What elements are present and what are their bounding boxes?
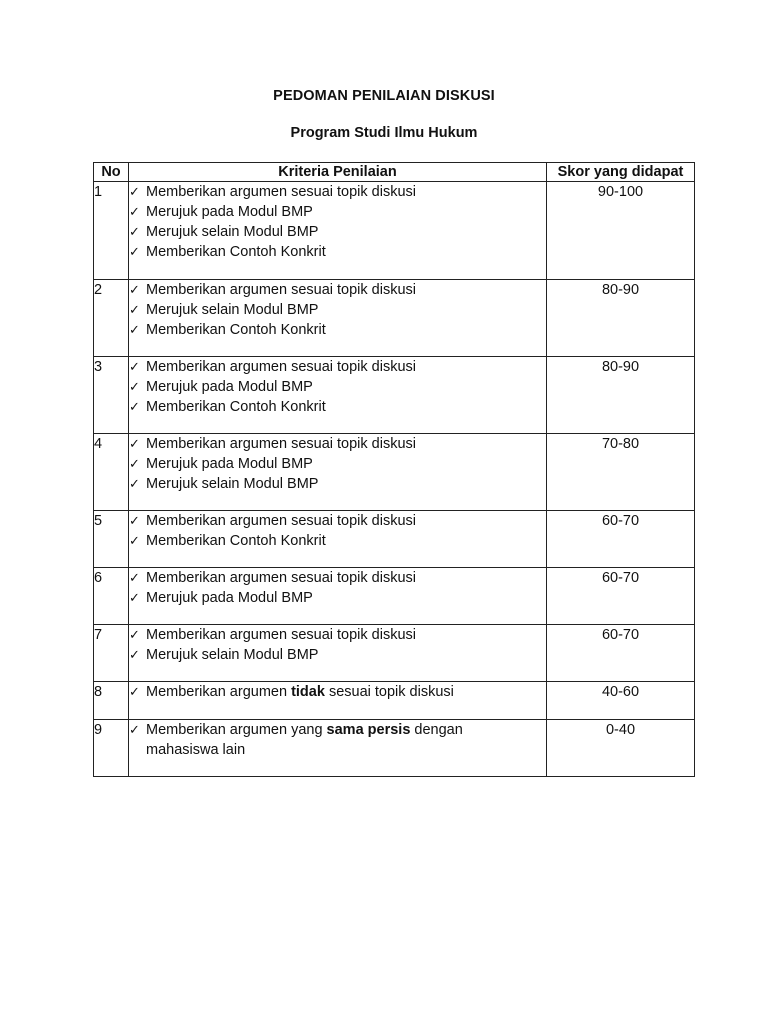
criteria-text-emphasis: sama persis [326,722,411,738]
list-item [129,720,546,760]
assessment-table [93,162,695,777]
criteria-text: Memberikan Contoh Konkrit [146,399,326,415]
list-item [129,588,546,608]
check-icon: ✓ [129,436,140,451]
list-item [129,242,546,262]
score-cell: 60-70 [547,568,695,625]
criteria-text: Memberikan Contoh Konkrit [146,244,326,260]
check-icon: ✓ [129,244,140,259]
check-icon: ✓ [129,184,140,199]
criteria-cell [129,682,547,720]
list-item [129,202,546,222]
criteria-text: Merujuk selain Modul BMP [146,476,319,492]
document-title: PEDOMAN PENILAIAN DISKUSI [273,88,495,104]
check-icon: ✓ [129,359,140,374]
check-icon: ✓ [129,224,140,239]
list-item [129,300,546,320]
criteria-cell [129,625,547,682]
criteria-cell [129,511,547,568]
score-cell: 0-40 [547,720,695,777]
check-icon: ✓ [129,204,140,219]
score-cell: 40-60 [547,682,695,720]
row-number: 5 [94,511,129,568]
list-item [129,377,546,397]
criteria-text: Memberikan argumen sesuai topik diskusi [146,436,416,452]
criteria-text: Merujuk pada Modul BMP [146,379,313,395]
list-item [129,531,546,551]
header-no: No [94,163,129,182]
criteria-text: Merujuk selain Modul BMP [146,647,319,663]
row-number: 7 [94,625,129,682]
document-subtitle: Program Studi Ilmu Hukum [290,125,478,141]
criteria-text: Merujuk pada Modul BMP [146,456,313,472]
score-cell: 80-90 [547,357,695,434]
table-row [94,511,695,568]
check-icon: ✓ [129,513,140,528]
check-icon: ✓ [129,322,140,337]
list-item [129,511,546,531]
criteria-text: Merujuk selain Modul BMP [146,224,319,240]
header-score: Skor yang didapat [547,163,695,182]
criteria-text: Merujuk pada Modul BMP [146,204,313,220]
score-cell: 80-90 [547,280,695,357]
score-cell: 90-100 [547,182,695,280]
check-icon: ✓ [129,282,140,297]
criteria-text: Memberikan argumen sesuai topik diskusi [146,184,416,200]
criteria-text: Merujuk pada Modul BMP [146,590,313,606]
criteria-cell [129,280,547,357]
criteria-text: Memberikan argumen sesuai topik diskusi [146,359,416,375]
list-item [129,320,546,340]
criteria-text: Memberikan argumen sesuai topik diskusi [146,570,416,586]
table-row [94,182,695,280]
check-icon: ✓ [129,590,140,605]
check-icon: ✓ [129,647,140,662]
list-item [129,682,546,702]
list-item [129,182,546,202]
table-header-row [94,163,695,182]
list-item [129,357,546,377]
check-icon: ✓ [129,684,140,699]
row-number: 9 [94,720,129,777]
criteria-cell [129,720,547,777]
row-number: 1 [94,182,129,280]
check-icon: ✓ [129,533,140,548]
table-row [94,682,695,720]
criteria-cell [129,182,547,280]
score-cell: 60-70 [547,625,695,682]
list-item [129,568,546,588]
score-cell: 70-80 [547,434,695,511]
table-row [94,720,695,777]
table-row [94,568,695,625]
list-item [129,625,546,645]
table-row [94,625,695,682]
check-icon: ✓ [129,302,140,317]
list-item [129,645,546,665]
criteria-text: Memberikan Contoh Konkrit [146,533,326,549]
criteria-text-start: Memberikan argumen [146,684,292,700]
criteria-text: Merujuk selain Modul BMP [146,302,319,318]
score-cell: 60-70 [547,511,695,568]
check-icon: ✓ [129,627,140,642]
list-item [129,222,546,242]
table-row [94,280,695,357]
criteria-text: Memberikan Contoh Konkrit [146,322,326,338]
criteria-cell [129,434,547,511]
check-icon: ✓ [129,722,140,737]
list-item [129,474,546,494]
list-item [129,397,546,417]
row-number: 6 [94,568,129,625]
check-icon: ✓ [129,399,140,414]
criteria-text-end: sesuai topik diskusi [324,684,454,700]
criteria-text-emphasis: tidak [291,684,325,700]
row-number: 2 [94,280,129,357]
criteria-text-start: Memberikan argumen yang [146,722,327,738]
criteria-text: Memberikan argumen sesuai topik diskusi [146,627,416,643]
row-number: 4 [94,434,129,511]
check-icon: ✓ [129,570,140,585]
header-criteria: Kriteria Penilaian [129,163,547,182]
criteria-text-end: dengan mahasiswa lain [146,722,463,758]
table-row [94,434,695,511]
list-item [129,434,546,454]
check-icon: ✓ [129,476,140,491]
table-row [94,357,695,434]
check-icon: ✓ [129,379,140,394]
row-number: 3 [94,357,129,434]
criteria-cell [129,568,547,625]
criteria-text: Memberikan argumen sesuai topik diskusi [146,513,416,529]
check-icon: ✓ [129,456,140,471]
criteria-cell [129,357,547,434]
criteria-text: Memberikan argumen sesuai topik diskusi [146,282,416,298]
list-item [129,280,546,300]
row-number: 8 [94,682,129,720]
list-item [129,454,546,474]
